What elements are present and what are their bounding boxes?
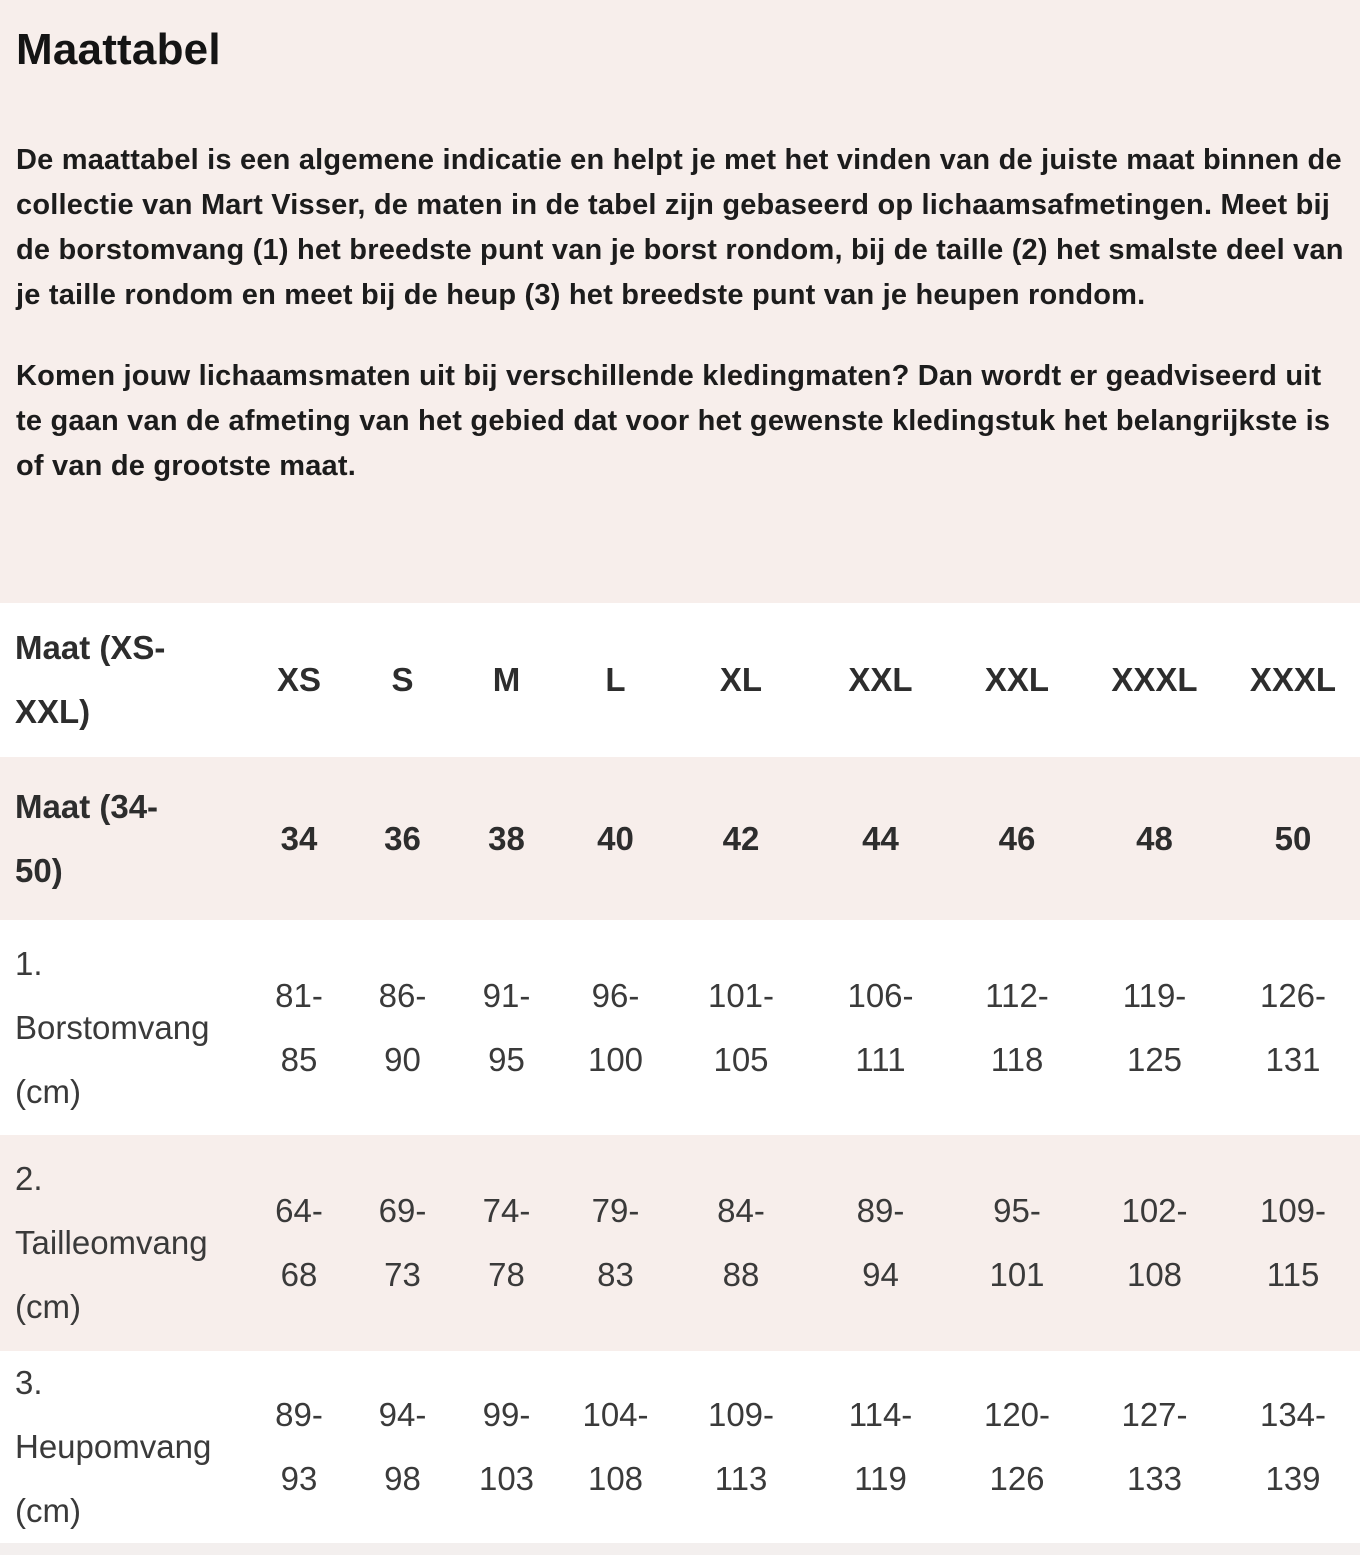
size-cell bbox=[951, 1351, 1083, 1543]
size-value: 120-126 bbox=[983, 1396, 1051, 1497]
size-cell bbox=[951, 1135, 1083, 1351]
size-cell bbox=[351, 1135, 454, 1351]
size-value: 109-113 bbox=[707, 1396, 775, 1497]
size-cell bbox=[951, 603, 1083, 757]
size-value: 89-93 bbox=[275, 1396, 323, 1497]
size-cell bbox=[951, 920, 1083, 1135]
size-cell bbox=[247, 1135, 351, 1351]
row-label-text: 1. Borstomvang (cm) bbox=[15, 944, 210, 1110]
row-label-text: Maat (XS-XXL) bbox=[15, 629, 166, 730]
size-cell bbox=[1226, 920, 1360, 1135]
intro-paragraph: De maattabel is een algemene indicatie en helpt je met het vinden van de juiste maat binnen de collectie van Mart Visser, de maten in de tabel zijn gebaseerd op lichaamsafmetingen. Meet bij de borstomvang (1) het breedste punt van je borst rondom, bij de taille (2) het smalste deel van je taille rondom en meet bij de heup (3) het breedste punt van je heupen rondom. bbox=[16, 144, 1344, 311]
size-cell bbox=[454, 1351, 559, 1543]
size-value: 34 bbox=[280, 819, 318, 857]
size-cell bbox=[559, 1135, 672, 1351]
size-value: XXL bbox=[848, 661, 913, 698]
size-value: L bbox=[605, 661, 626, 698]
size-value: XXL bbox=[984, 661, 1050, 698]
size-value: 102-108 bbox=[1121, 1192, 1188, 1293]
size-value: 104-108 bbox=[582, 1396, 649, 1497]
table-row bbox=[0, 1351, 1360, 1543]
row-label-text: Maat (34-50) bbox=[15, 787, 159, 889]
size-cell bbox=[1226, 1351, 1360, 1543]
size-value: 42 bbox=[722, 819, 760, 857]
size-value: 95-101 bbox=[989, 1192, 1045, 1293]
row-label-text: 2. Tailleomvang (cm) bbox=[15, 1160, 208, 1325]
size-value: XXXL bbox=[1249, 661, 1337, 698]
size-cell bbox=[247, 603, 351, 757]
size-value: 46 bbox=[998, 819, 1036, 857]
size-value: 89-94 bbox=[856, 1192, 905, 1293]
size-table bbox=[0, 603, 1360, 1543]
size-cell bbox=[1083, 1135, 1226, 1351]
size-value: 50 bbox=[1274, 819, 1312, 857]
size-cell bbox=[1226, 603, 1360, 757]
size-cell bbox=[951, 757, 1083, 920]
size-value: 112-118 bbox=[985, 976, 1049, 1078]
size-value: 40 bbox=[597, 819, 634, 857]
size-value: 64-68 bbox=[275, 1192, 323, 1293]
table-row bbox=[0, 920, 1360, 1135]
size-value: 106-111 bbox=[847, 976, 914, 1078]
size-value: 48 bbox=[1136, 819, 1173, 857]
intro-section bbox=[0, 0, 1360, 603]
row-label bbox=[0, 1351, 247, 1543]
size-value: 91-95 bbox=[482, 976, 531, 1078]
page-title: Maattabel bbox=[16, 25, 221, 74]
size-value: XL bbox=[719, 661, 763, 698]
size-cell bbox=[454, 1135, 559, 1351]
size-cell bbox=[454, 920, 559, 1135]
size-cell bbox=[672, 1135, 810, 1351]
size-value: 38 bbox=[488, 819, 525, 857]
size-cell bbox=[351, 1351, 454, 1543]
size-value: 101-105 bbox=[707, 976, 775, 1078]
size-value: 109-115 bbox=[1259, 1192, 1327, 1293]
size-cell bbox=[810, 603, 951, 757]
size-value: 96-100 bbox=[587, 976, 644, 1078]
table-row bbox=[0, 757, 1360, 920]
size-cell bbox=[247, 1351, 351, 1543]
size-cell bbox=[1226, 1135, 1360, 1351]
size-cell bbox=[672, 757, 810, 920]
size-cell bbox=[1083, 920, 1226, 1135]
size-cell bbox=[810, 920, 951, 1135]
size-value: 69-73 bbox=[378, 1192, 427, 1293]
size-cell bbox=[351, 603, 454, 757]
size-value: 84-88 bbox=[717, 1192, 765, 1293]
size-cell bbox=[672, 1351, 810, 1543]
size-cell bbox=[351, 920, 454, 1135]
size-value: 81-85 bbox=[275, 976, 323, 1078]
size-cell bbox=[672, 603, 810, 757]
size-cell bbox=[247, 757, 351, 920]
size-cell bbox=[559, 920, 672, 1135]
size-value: 119-125 bbox=[1122, 976, 1187, 1078]
size-cell bbox=[1083, 1351, 1226, 1543]
next-row-strip bbox=[0, 1543, 1360, 1555]
size-value: XS bbox=[276, 661, 322, 698]
size-cell bbox=[672, 920, 810, 1135]
table-row bbox=[0, 1135, 1360, 1351]
size-value: 94-98 bbox=[378, 1396, 427, 1497]
size-value: 126-131 bbox=[1259, 976, 1327, 1078]
size-cell bbox=[351, 757, 454, 920]
row-label bbox=[0, 757, 247, 920]
size-value: 86-90 bbox=[378, 976, 427, 1078]
row-label bbox=[0, 920, 247, 1135]
size-cell bbox=[454, 603, 559, 757]
size-value: 127-133 bbox=[1121, 1396, 1188, 1497]
advice-paragraph: Komen jouw lichaamsmaten uit bij verschillende kledingmaten? Dan wordt er geadviseerd uit te gaan van de afmeting van het gebied dat voor het gewenste kledingstuk het belangrijkste is of van de grootste maat. bbox=[16, 360, 1331, 482]
size-cell bbox=[810, 757, 951, 920]
size-cell bbox=[454, 757, 559, 920]
size-value: 36 bbox=[384, 819, 421, 857]
size-value: 99-103 bbox=[478, 1396, 535, 1497]
size-value: 114-119 bbox=[848, 1396, 913, 1497]
row-label bbox=[0, 1135, 247, 1351]
size-cell bbox=[1083, 603, 1226, 757]
row-label bbox=[0, 603, 247, 757]
size-cell bbox=[1083, 757, 1226, 920]
size-value: 134-139 bbox=[1259, 1396, 1327, 1497]
row-label-text: 3. Heupomvang (cm) bbox=[15, 1364, 212, 1529]
size-cell bbox=[559, 603, 672, 757]
size-cell bbox=[810, 1135, 951, 1351]
size-cell bbox=[1226, 757, 1360, 920]
size-value: 79-83 bbox=[591, 1192, 640, 1293]
size-cell bbox=[559, 1351, 672, 1543]
size-value: XXXL bbox=[1111, 661, 1198, 698]
size-cell bbox=[559, 757, 672, 920]
size-value: M bbox=[492, 661, 521, 698]
size-value: S bbox=[391, 661, 414, 698]
table-row bbox=[0, 603, 1360, 757]
size-value: 74-78 bbox=[482, 1192, 531, 1293]
size-cell bbox=[810, 1351, 951, 1543]
size-table-body bbox=[0, 603, 1360, 1543]
size-value: 44 bbox=[862, 819, 899, 857]
size-cell bbox=[247, 920, 351, 1135]
